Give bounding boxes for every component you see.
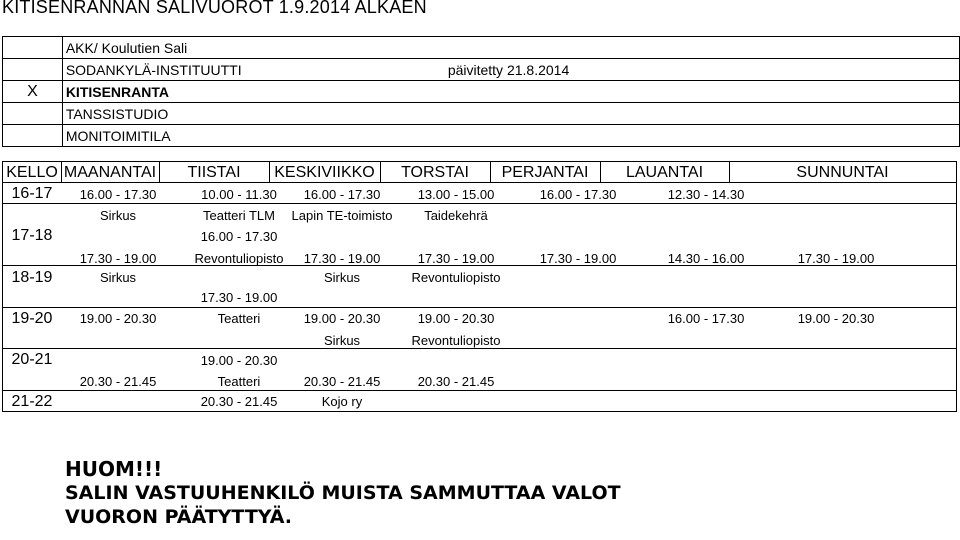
header-day: SUNNUNTAI xyxy=(796,164,889,181)
schedule-cell: 17.30 - 19.00 xyxy=(417,251,495,266)
schedule-cell: Kojo ry xyxy=(321,394,363,409)
header-day: TORSTAI xyxy=(401,164,469,181)
schedule-cell: Sirkus xyxy=(99,270,137,285)
schedule-cell: 20.30 - 21.45 xyxy=(79,374,157,389)
schedule-cell: Revontuliopisto xyxy=(411,333,501,348)
schedule-cell: 16.00 - 17.30 xyxy=(303,187,381,202)
schedule-cell: 16.00 - 17.30 xyxy=(79,187,157,202)
schedule-cell: 20.30 - 21.45 xyxy=(200,394,278,409)
notice-heading: HUOM!!! xyxy=(65,457,163,481)
venue-mark xyxy=(3,59,63,81)
schedule-cell: 19.00 - 20.30 xyxy=(417,311,495,326)
time-slot-label: 16-17 xyxy=(11,185,53,202)
page-title: KITISENRANNAN SALIVUOROT 1.9.2014 ALKAEN xyxy=(2,0,427,17)
schedule-cell: 17.30 - 19.00 xyxy=(200,290,278,305)
header-day: MAANANTAI xyxy=(63,164,157,181)
schedule-cell: 19.00 - 20.30 xyxy=(79,311,157,326)
schedule-cell: Taidekehrä xyxy=(424,208,488,223)
schedule-cell: 19.00 - 20.30 xyxy=(797,311,875,326)
schedule-cell: 20.30 - 21.45 xyxy=(417,374,495,389)
schedule-grid xyxy=(2,161,957,412)
row-divider xyxy=(3,307,956,308)
row-divider xyxy=(3,348,956,349)
time-slot-label: 21-22 xyxy=(11,393,53,410)
header-day: TIISTAI xyxy=(187,164,241,181)
schedule-cell: 16.00 - 17.30 xyxy=(539,187,617,202)
schedule-cell: Teatteri xyxy=(217,374,261,389)
venue-name: TANSSISTUDIO xyxy=(65,105,169,122)
venue-name: KITISENRANTA xyxy=(65,83,169,100)
venue-mark: X xyxy=(3,81,63,103)
schedule-cell: 14.30 - 16.00 xyxy=(667,251,745,266)
time-slot-label: 18-19 xyxy=(11,269,53,286)
venue-name: SODANKYLÄ-INSTITUUTTI xyxy=(65,61,242,78)
schedule-cell: Sirkus xyxy=(323,333,361,348)
notice xyxy=(65,457,621,529)
venue-row xyxy=(3,125,960,147)
venue-row xyxy=(3,81,960,103)
schedule-cell: 20.30 - 21.45 xyxy=(303,374,381,389)
venue-row xyxy=(3,59,960,81)
schedule-cell: 19.00 - 20.30 xyxy=(200,353,278,368)
notice-line: SALIN VASTUUHENKILÖ MUISTA SAMMUTTAA VALOT xyxy=(65,482,621,504)
schedule-cell: Sirkus xyxy=(323,270,361,285)
venue-mark xyxy=(3,103,63,125)
schedule-cell: Lapin TE-toimisto xyxy=(291,208,393,223)
schedule-cell: 12.30 - 14.30 xyxy=(667,187,745,202)
row-divider xyxy=(3,182,956,183)
notice-line: VUORON PÄÄTYTTYÄ. xyxy=(65,506,292,528)
time-slot-label: 19-20 xyxy=(11,310,53,327)
venue-name: MONITOIMITILA xyxy=(65,127,171,144)
venue-row xyxy=(3,37,960,59)
venue-mark xyxy=(3,125,63,147)
schedule-cell: Revontuliopisto xyxy=(411,270,501,285)
schedule-cell: 16.00 - 17.30 xyxy=(200,229,278,244)
row-divider xyxy=(3,390,956,391)
schedule-cell: 17.30 - 19.00 xyxy=(797,251,875,266)
row-divider xyxy=(3,203,956,204)
schedule-cell: 17.30 - 19.00 xyxy=(539,251,617,266)
header-day: LAUANTAI xyxy=(625,164,704,181)
header-time: KELLO xyxy=(6,164,58,181)
schedule-cell: 17.30 - 19.00 xyxy=(79,251,157,266)
header-day: KESKIVIIKKO xyxy=(274,164,375,181)
schedule-cell: 16.00 - 17.30 xyxy=(667,311,745,326)
schedule-cell: Teatteri TLM xyxy=(202,208,275,223)
time-slot-label: 17-18 xyxy=(11,227,53,244)
venue-name: AKK/ Koulutien Sali xyxy=(65,39,188,56)
header-day: PERJANTAI xyxy=(501,164,589,181)
venue-mark xyxy=(3,37,63,59)
venue-row xyxy=(3,103,960,125)
schedule-cell: 17.30 - 19.00 xyxy=(303,251,381,266)
schedule-cell: Teatteri xyxy=(217,311,261,326)
updated-date: päivitetty 21.8.2014 xyxy=(447,62,570,78)
schedule-cell: 10.00 - 11.30 xyxy=(201,187,277,202)
schedule-cell: Sirkus xyxy=(99,208,137,223)
schedule-cell: 13.00 - 15.00 xyxy=(417,187,495,202)
schedule-cell: Revontuliopisto xyxy=(194,251,284,266)
venue-selection-table xyxy=(2,36,960,147)
time-slot-label: 20-21 xyxy=(11,351,53,368)
schedule-cell: 19.00 - 20.30 xyxy=(303,311,381,326)
